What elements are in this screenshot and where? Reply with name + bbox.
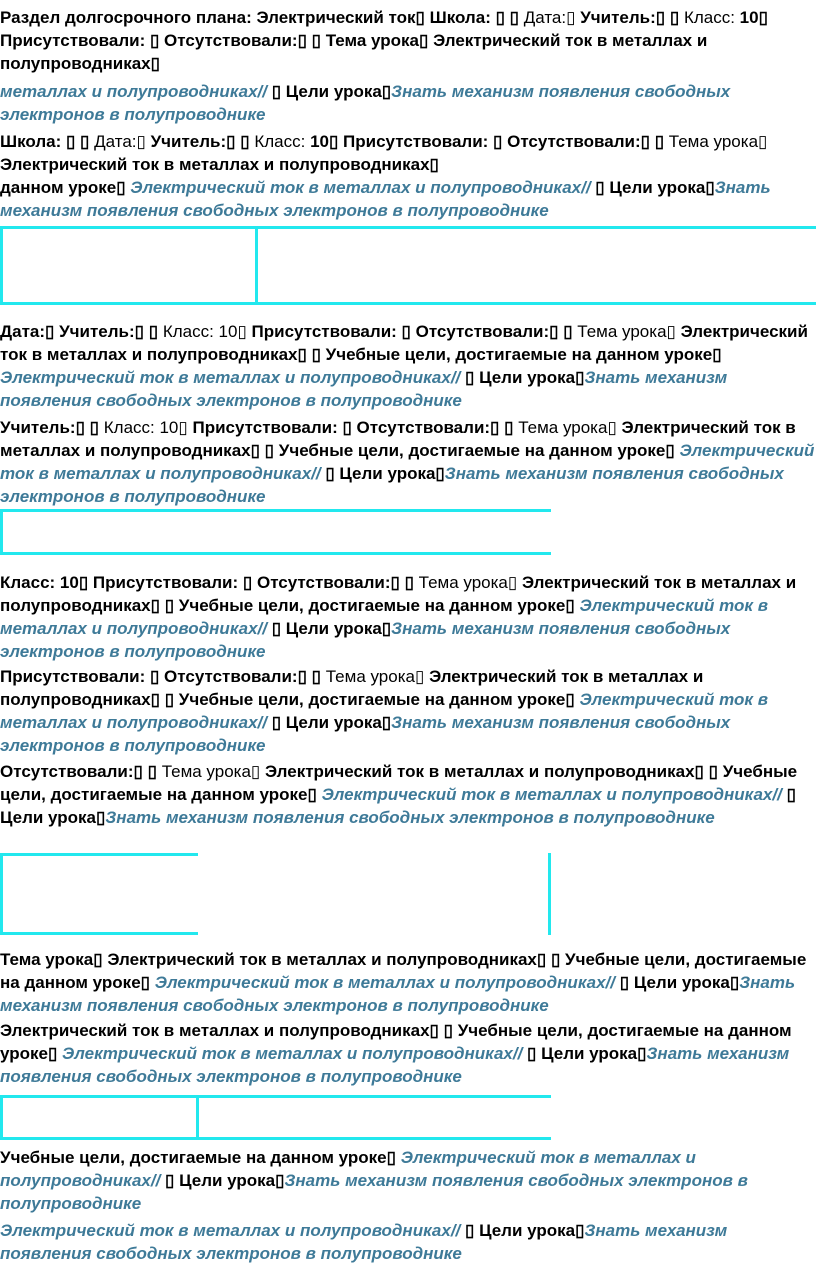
frame-2-top	[0, 509, 551, 512]
highlight-text: Электрический ток в металлах и полупроводниках//	[154, 973, 620, 992]
body-text: Учебные цели, достигаемые на данном уроке▯	[0, 1148, 401, 1167]
body-text: Класс: 10▯	[162, 322, 252, 341]
body-text: данном уроке▯	[0, 178, 131, 197]
body-text: ▯ Цели урока▯	[271, 713, 392, 732]
highlight-text: Знать механизм появления свободных электронов в полупроводнике	[0, 713, 731, 755]
body-text: Учитель:▯ ▯	[580, 8, 684, 27]
body-text: Класс:	[683, 8, 740, 27]
body-text: Электрический ток в металлах и полупроводниках▯ ▯ Учебные цели, достигаемые на данном уроке▯	[0, 418, 796, 460]
frame-2-left	[0, 509, 3, 555]
body-text: ▯ Цели урока▯	[271, 82, 392, 101]
body-text: Класс: 10▯	[103, 418, 193, 437]
highlight-text: Электрический ток в металлах и полупроводниках//	[0, 596, 768, 638]
body-text: Электрический ток в металлах и полупроводниках▯ ▯ Учебные цели, достигаемые на данном уроке▯	[0, 1021, 792, 1063]
body-text: Электрический ток в металлах и полупроводниках▯ ▯ Учебные цели, достигаемые на данном уроке▯	[0, 573, 797, 615]
body-text: Дата:▯	[523, 8, 581, 27]
frame-3-left	[0, 853, 3, 935]
highlight-text: Электрический ток в металлах и полупроводниках//	[0, 441, 815, 483]
frame-4-left	[0, 1095, 3, 1140]
body-text: 10▯ Присутствовали: ▯ Отсутствовали:▯ ▯ Тема урока▯ Электрический ток в металлах и полупроводниках▯	[0, 8, 768, 73]
body-text: Тема урока▯	[668, 132, 768, 151]
text-block-1	[0, 6, 816, 75]
text-block-8	[0, 665, 816, 757]
body-text: Учитель:▯ ▯	[150, 132, 255, 151]
highlight-text: Электрический ток в металлах и полупроводниках//	[0, 368, 465, 387]
frame-3-bottom	[0, 932, 198, 935]
highlight-text: Знать механизм появления свободных электронов в полупроводнике	[0, 464, 784, 506]
highlight-text: Знать механизм появления свободных электронов в полупроводнике	[0, 973, 796, 1015]
body-text: Тема урока▯	[161, 762, 265, 781]
text-block-6	[0, 416, 816, 508]
body-text: ▯ Цели урока▯	[595, 178, 715, 197]
body-text: Тема урока▯ Электрический ток в металлах и полупроводниках▯ ▯ Учебные цели, достигаемые на данном уроке▯	[0, 950, 807, 992]
body-text: ▯ Цели урока▯	[465, 368, 585, 387]
frame-3-top	[0, 853, 198, 856]
body-text: Класс: 10▯ Присутствовали: ▯ Отсутствовали:▯ ▯	[0, 573, 419, 592]
body-text: ▯ Цели урока▯	[165, 1171, 285, 1190]
body-text: Отсутствовали:▯ ▯	[0, 762, 162, 781]
body-text: ▯ Цели урока▯	[465, 1221, 585, 1240]
highlight-text: Знать механизм появления свободных электронов в полупроводнике	[0, 619, 731, 661]
body-text: ▯ Цели урока▯	[0, 785, 796, 827]
body-text: Тема урока▯	[418, 573, 522, 592]
text-block-4	[0, 176, 816, 222]
text-block-2	[0, 80, 816, 126]
frame-3-right	[548, 853, 551, 935]
highlight-text: Электрический ток в металлах и полупроводниках//	[321, 785, 787, 804]
body-text: Учитель:▯ ▯	[0, 418, 104, 437]
text-block-7	[0, 571, 816, 663]
frame-4-top	[0, 1095, 551, 1098]
frame-4-divider	[196, 1095, 199, 1140]
text-block-9	[0, 760, 816, 829]
body-text: Дата:▯ Учитель:▯ ▯	[0, 322, 163, 341]
highlight-text: металлах и полупроводниках//	[0, 82, 272, 101]
highlight-text: Знать механизм появления свободных электронов в полупроводнике	[0, 82, 731, 124]
body-text: ▯ Цели урока▯	[271, 619, 392, 638]
body-text: Школа: ▯ ▯	[0, 132, 95, 151]
highlight-text: Знать механизм появления свободных электронов в полупроводнике	[0, 1221, 728, 1263]
frame-1-top	[0, 226, 816, 229]
highlight-text: Электрический ток в металлах и полупроводниках//	[62, 1044, 528, 1063]
body-text: ▯ Цели урока▯	[527, 1044, 647, 1063]
highlight-text: Электрический ток в металлах и полупроводниках//	[0, 690, 768, 732]
highlight-text: Знать механизм появления свободных электронов в полупроводнике	[0, 1171, 748, 1213]
body-text: ▯ Цели урока▯	[619, 973, 740, 992]
body-text: Электрический ток в металлах и полупроводниках▯ ▯ Учебные цели, достигаемые на данном уроке▯	[0, 762, 798, 804]
highlight-text: Электрический ток в металлах и полупроводниках//	[130, 178, 596, 197]
body-text: Присутствовали: ▯ Отсутствовали:▯ ▯	[251, 322, 578, 341]
frame-1-left	[0, 226, 3, 305]
highlight-text: Знать механизм появления свободных электронов в полупроводнике	[105, 808, 715, 827]
highlight-text: Знать механизм появления свободных электронов в полупроводнике	[0, 178, 771, 220]
body-text: Дата:▯	[94, 132, 151, 151]
body-text: Электрический ток в металлах и полупроводниках▯ ▯ Учебные цели, достигаемые на данном уроке▯	[0, 322, 808, 364]
frame-1-divider	[255, 226, 258, 305]
highlight-text: Электрический ток в металлах и полупроводниках//	[0, 1148, 696, 1190]
frame-4-bottom	[0, 1137, 551, 1140]
highlight-text: Знать механизм появления свободных электронов в полупроводнике	[0, 368, 728, 410]
frame-2-bottom	[0, 552, 551, 555]
text-block-5	[0, 320, 816, 412]
text-block-3	[0, 130, 816, 176]
body-text: Класс:	[254, 132, 311, 151]
body-text: Тема урока▯	[577, 322, 681, 341]
body-text: 10▯ Присутствовали: ▯ Отсутствовали:▯ ▯	[310, 132, 669, 151]
frame-1-bottom	[0, 302, 816, 305]
text-block-11	[0, 1019, 816, 1088]
body-text: Раздел долгосрочного плана: Электрический ток▯ Школа: ▯ ▯	[0, 8, 524, 27]
body-text: Электрический ток в металлах и полупроводниках▯ ▯ Учебные цели, достигаемые на данном уроке▯	[0, 667, 704, 709]
body-text: Присутствовали: ▯ Отсутствовали:▯ ▯	[192, 418, 519, 437]
body-text: Тема урока▯	[518, 418, 622, 437]
text-block-10	[0, 948, 816, 1017]
body-text: Тема урока▯	[325, 667, 430, 686]
text-block-12	[0, 1146, 816, 1215]
text-block-13	[0, 1219, 816, 1265]
highlight-text: Электрический ток в металлах и полупроводниках//	[0, 1221, 465, 1240]
highlight-text: Знать механизм появления свободных электронов в полупроводнике	[0, 1044, 790, 1086]
body-text: ▯ Цели урока▯	[325, 464, 445, 483]
body-text: Присутствовали: ▯ Отсутствовали:▯ ▯	[0, 667, 326, 686]
body-text: Электрический ток в металлах и полупроводниках▯	[0, 155, 439, 174]
